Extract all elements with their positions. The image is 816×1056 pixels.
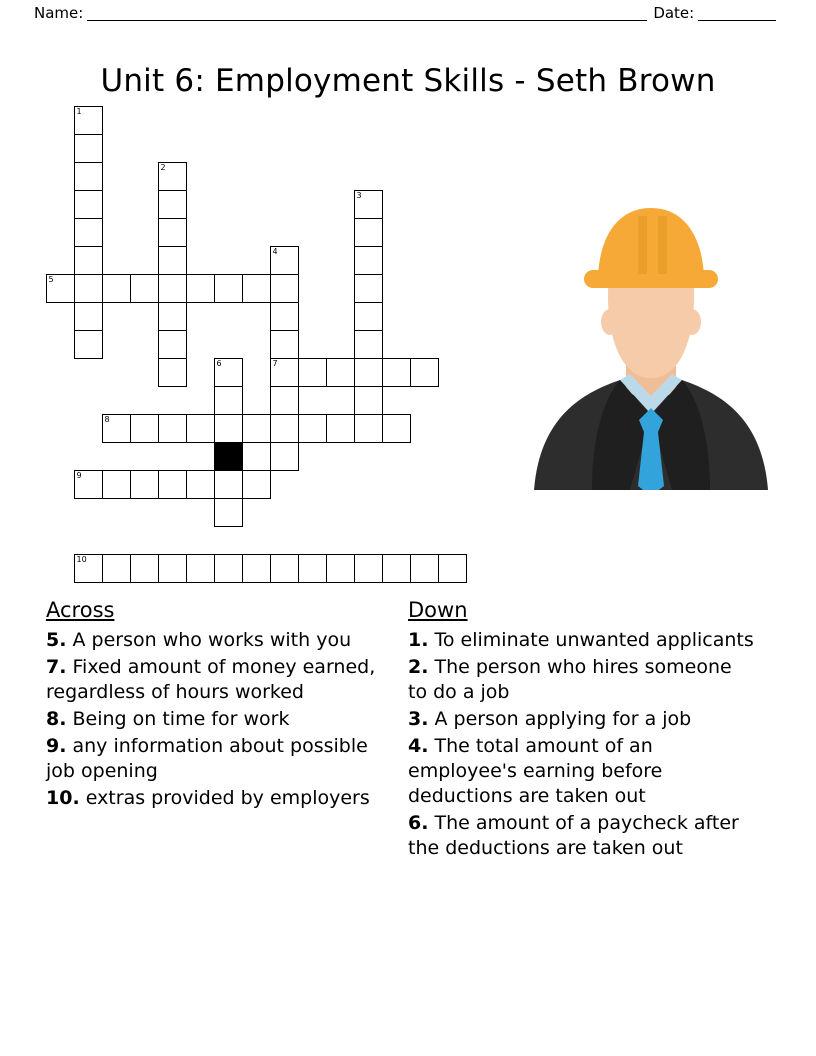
clue-number: 7. [46,656,67,678]
clue-text: Fixed amount of money earned, regardless of hours worked [46,656,376,703]
grid-cell[interactable] [270,246,299,275]
grid-cell[interactable] [382,554,411,583]
clue-number: 6. [408,812,429,834]
grid-cell[interactable] [270,554,299,583]
grid-cell[interactable] [354,386,383,415]
grid-cell[interactable] [270,414,299,443]
grid-cell[interactable] [74,134,103,163]
grid-cell[interactable] [354,274,383,303]
grid-cell[interactable] [102,470,131,499]
grid-cell[interactable] [158,470,187,499]
grid-cell-number: 1 [76,107,82,116]
grid-cell[interactable] [410,358,439,387]
clue-item [46,786,394,811]
grid-cell[interactable] [214,386,243,415]
across-column [46,598,408,863]
helmet-ridge-right [658,216,667,274]
grid-cell[interactable] [298,414,327,443]
clue-text: any information about possible job opening [46,735,368,782]
grid-cell-number: 3 [356,191,362,200]
clue-text: A person applying for a job [428,708,692,730]
grid-cell[interactable] [354,414,383,443]
grid-cell[interactable] [130,414,159,443]
grid-cell-number: 5 [48,275,54,284]
grid-cell[interactable] [130,554,159,583]
grid-cell[interactable] [326,414,355,443]
grid-cell[interactable] [186,470,215,499]
grid-cell-number: 6 [216,359,222,368]
grid-cell[interactable] [158,358,187,387]
grid-cell[interactable] [298,358,327,387]
grid-cell[interactable] [158,302,187,331]
down-heading: Down [408,598,468,622]
grid-cell-number: 2 [160,163,166,172]
grid-cell[interactable] [74,470,103,499]
grid-cell-number: 10 [76,555,87,564]
grid-cell[interactable] [270,386,299,415]
grid-cell[interactable] [354,302,383,331]
grid-cell[interactable] [158,414,187,443]
grid-cell[interactable] [354,246,383,275]
grid-cell[interactable] [74,302,103,331]
grid-cell[interactable] [74,106,103,135]
grid-cell[interactable] [354,330,383,359]
grid-cell[interactable] [354,190,383,219]
down-column [408,598,770,863]
grid-cell[interactable] [270,274,299,303]
grid-cell-number: 7 [272,359,278,368]
grid-cell[interactable] [74,218,103,247]
grid-cell-number: 4 [272,247,278,256]
clue-number: 5. [46,629,67,651]
grid-cell[interactable] [410,554,439,583]
grid-cell[interactable] [130,274,159,303]
clue-number: 3. [408,708,429,730]
grid-cell[interactable] [270,330,299,359]
clue-text: The amount of a paycheck after the deductions are taken out [408,812,739,859]
grid-cell[interactable] [354,218,383,247]
grid-cell[interactable] [158,162,187,191]
clue-number: 1. [408,629,429,651]
grid-cell[interactable] [242,414,271,443]
across-clue-list [46,628,394,811]
grid-cell[interactable] [242,554,271,583]
date-write-line[interactable] [698,6,776,21]
worksheet-header [0,0,816,26]
helmet-dome [598,208,704,276]
clue-item [408,655,756,705]
clue-text: To eliminate unwanted applicants [428,629,754,651]
clue-item [46,707,394,732]
grid-cell[interactable] [158,246,187,275]
grid-cell[interactable] [382,414,411,443]
grid-cell[interactable] [326,358,355,387]
grid-cell[interactable] [214,554,243,583]
clue-number: 9. [46,735,67,757]
crossword-grid[interactable] [46,106,466,586]
clue-text: extras provided by employers [79,787,370,809]
grid-cell[interactable] [74,246,103,275]
clue-item [408,628,756,653]
name-write-line[interactable] [87,6,647,21]
grid-cell[interactable] [102,274,131,303]
clue-text: A person who works with you [66,629,352,651]
clue-text: The total amount of an employee's earning before deductions are taken out [408,735,663,807]
clue-item [46,734,394,784]
clue-item [408,734,756,809]
clue-item [408,811,756,861]
grid-cell[interactable] [102,554,131,583]
grid-cell[interactable] [158,554,187,583]
grid-cell[interactable] [298,554,327,583]
grid-cell[interactable] [354,358,383,387]
grid-cell-blocked [214,442,243,471]
clue-number: 2. [408,656,429,678]
grid-cell[interactable] [158,274,187,303]
grid-cell[interactable] [102,414,131,443]
grid-cell[interactable] [130,470,159,499]
grid-cell[interactable] [270,442,299,471]
clue-item [46,628,394,653]
helmet-brim [584,270,718,288]
clue-number: 10. [46,787,80,809]
grid-cell[interactable] [242,442,271,471]
grid-cell[interactable] [242,274,271,303]
grid-cell-number: 8 [104,415,110,424]
name-label: Name: [34,4,84,22]
grid-cell[interactable] [74,274,103,303]
date-label: Date: [653,4,695,22]
grid-cell[interactable] [186,554,215,583]
grid-cell[interactable] [74,554,103,583]
grid-cell[interactable] [158,190,187,219]
grid-cell[interactable] [214,358,243,387]
grid-cell[interactable] [270,302,299,331]
down-clue-list [408,628,756,861]
grid-cell[interactable] [214,498,243,527]
clue-number: 8. [46,708,67,730]
grid-cell[interactable] [74,330,103,359]
grid-cell[interactable] [158,330,187,359]
page-title: Unit 6: Employment Skills - Seth Brown [100,62,716,99]
grid-cell[interactable] [242,470,271,499]
across-heading: Across [46,598,115,622]
grid-cell[interactable] [354,554,383,583]
grid-cell[interactable] [74,190,103,219]
grid-cell[interactable] [186,274,215,303]
grid-cell[interactable] [186,414,215,443]
grid-cell[interactable] [326,554,355,583]
grid-cell[interactable] [214,470,243,499]
helmet-ridge-left [638,216,647,274]
grid-cell[interactable] [270,358,299,387]
grid-cell[interactable] [214,274,243,303]
clue-text: The person who hires someone to do a job [408,656,732,703]
clue-number: 4. [408,735,429,757]
clue-item [46,655,394,705]
grid-cell[interactable] [74,162,103,191]
grid-cell-number: 9 [76,471,82,480]
grid-cell[interactable] [438,554,467,583]
clue-text: Being on time for work [66,708,290,730]
construction-worker-illustration [534,200,768,490]
clue-item [408,707,756,732]
grid-cell[interactable] [46,274,75,303]
clues-section [46,598,770,863]
grid-cell[interactable] [214,414,243,443]
grid-cell[interactable] [382,358,411,387]
grid-cell[interactable] [158,218,187,247]
